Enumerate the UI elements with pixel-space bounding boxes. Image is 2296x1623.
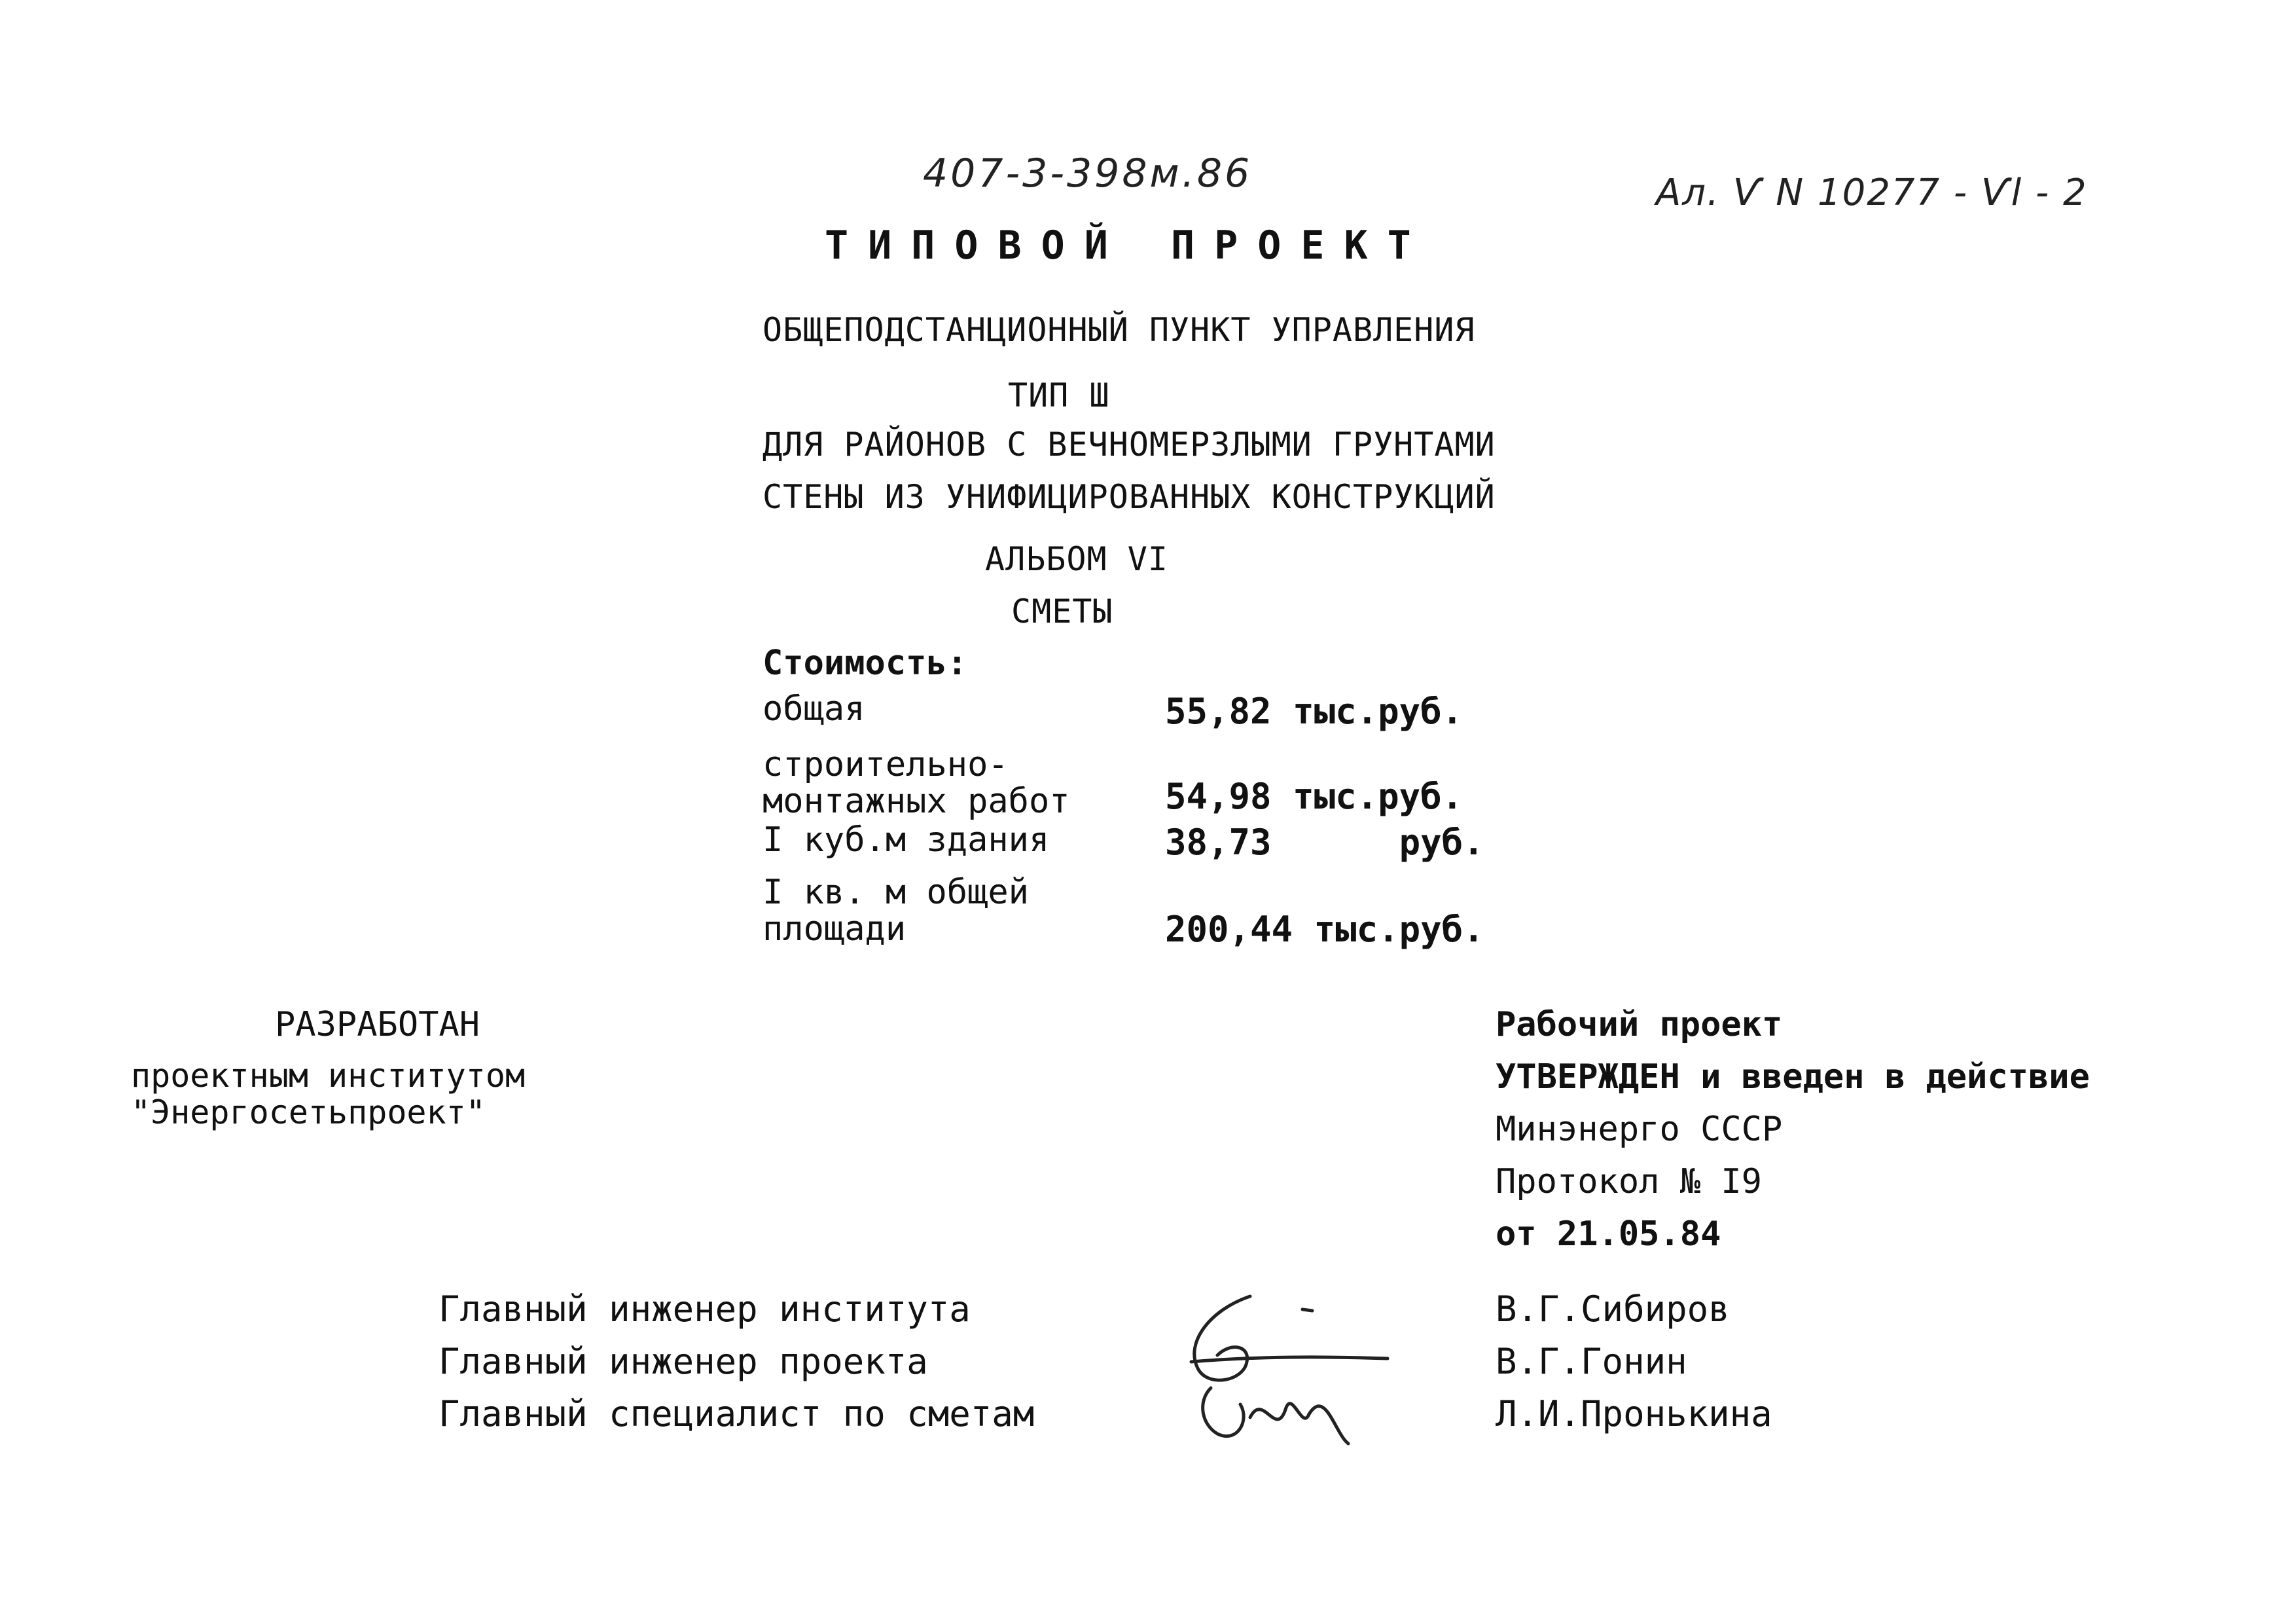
signatory-names: [1496, 1283, 1772, 1440]
cost-row-construction-label: [762, 746, 1070, 820]
cost-heading: Стоимость:: [762, 644, 968, 683]
signatory-role: Главный инженер проекта: [439, 1341, 928, 1382]
cost-row-construction-value: 54,98 тыс.руб.: [1165, 776, 1463, 817]
cost-label-line: площади: [762, 909, 906, 949]
signatory-name: Л.И.Пронькина: [1496, 1393, 1772, 1434]
cost-label-line: общая: [762, 689, 865, 729]
approval-line-4: Протокол № I9: [1496, 1162, 1762, 1201]
cost-row-per-sqm-label: [762, 874, 1029, 947]
developed-by-block: [131, 1057, 525, 1131]
album-label: АЛЬБОМ VI: [985, 540, 1168, 578]
project-code: 407-3-398м.86: [923, 151, 1253, 196]
cost-label-line: I куб.м здания: [762, 820, 1050, 860]
cost-row-per-cubic-value: 38,73 руб.: [1165, 822, 1484, 863]
section-label: СМЕТЫ: [1011, 593, 1113, 630]
cost-row-per-cubic-label: [762, 822, 1049, 858]
developed-line-2: "Энергосетьпроект": [131, 1093, 486, 1131]
approval-line-3: Минэнерго СССР: [1496, 1110, 1783, 1149]
signatory-role: Главный специалист по сметам: [439, 1393, 1035, 1434]
signatory-name: В.Г.Сибиров: [1496, 1288, 1730, 1330]
cost-row-per-sqm-value: 200,44 тыс.руб.: [1165, 909, 1484, 950]
cost-row-total-value: 55,82 тыс.руб.: [1165, 691, 1463, 732]
document-type-heading: ТИПОВОЙ ПРОЕКТ: [825, 223, 1431, 268]
cost-label-line: монтажных работ: [762, 782, 1070, 821]
title-line-1: ОБЩЕПОДСТАНЦИОННЫЙ ПУНКТ УПРАВЛЕНИЯ: [762, 311, 1475, 349]
approval-line-2: УТВЕРЖДЕН и введен в действие: [1496, 1057, 2090, 1097]
archive-reference: Ал. Ѵ N 10277 - Ѵl - 2: [1656, 172, 2088, 214]
handwritten-signature: [1172, 1283, 1420, 1453]
approval-line-1: Рабочий проект: [1496, 1005, 1783, 1044]
developed-line-1: проектным институтом: [131, 1057, 526, 1095]
title-line-4: СТЕНЫ ИЗ УНИФИЦИРОВАННЫХ КОНСТРУКЦИЙ: [762, 478, 1496, 516]
developed-heading: РАЗРАБОТАН: [275, 1005, 480, 1044]
cost-label-line: строительно-: [762, 745, 1009, 784]
approval-block: [1496, 998, 2090, 1260]
cost-row-total-label: [762, 691, 865, 727]
signatory-role: Главный инженер института: [439, 1288, 971, 1330]
approval-line-5: от 21.05.84: [1496, 1214, 1721, 1254]
signatory-roles: [439, 1283, 1034, 1440]
title-line-2: ТИП Ш: [1008, 376, 1110, 414]
signatory-name: В.Г.Гонин: [1496, 1341, 1687, 1382]
cost-label-line: I кв. м общей: [762, 873, 1029, 912]
title-line-3: ДЛЯ РАЙОНОВ С ВЕЧНОМЕРЗЛЫМИ ГРУНТАМИ: [762, 426, 1496, 464]
